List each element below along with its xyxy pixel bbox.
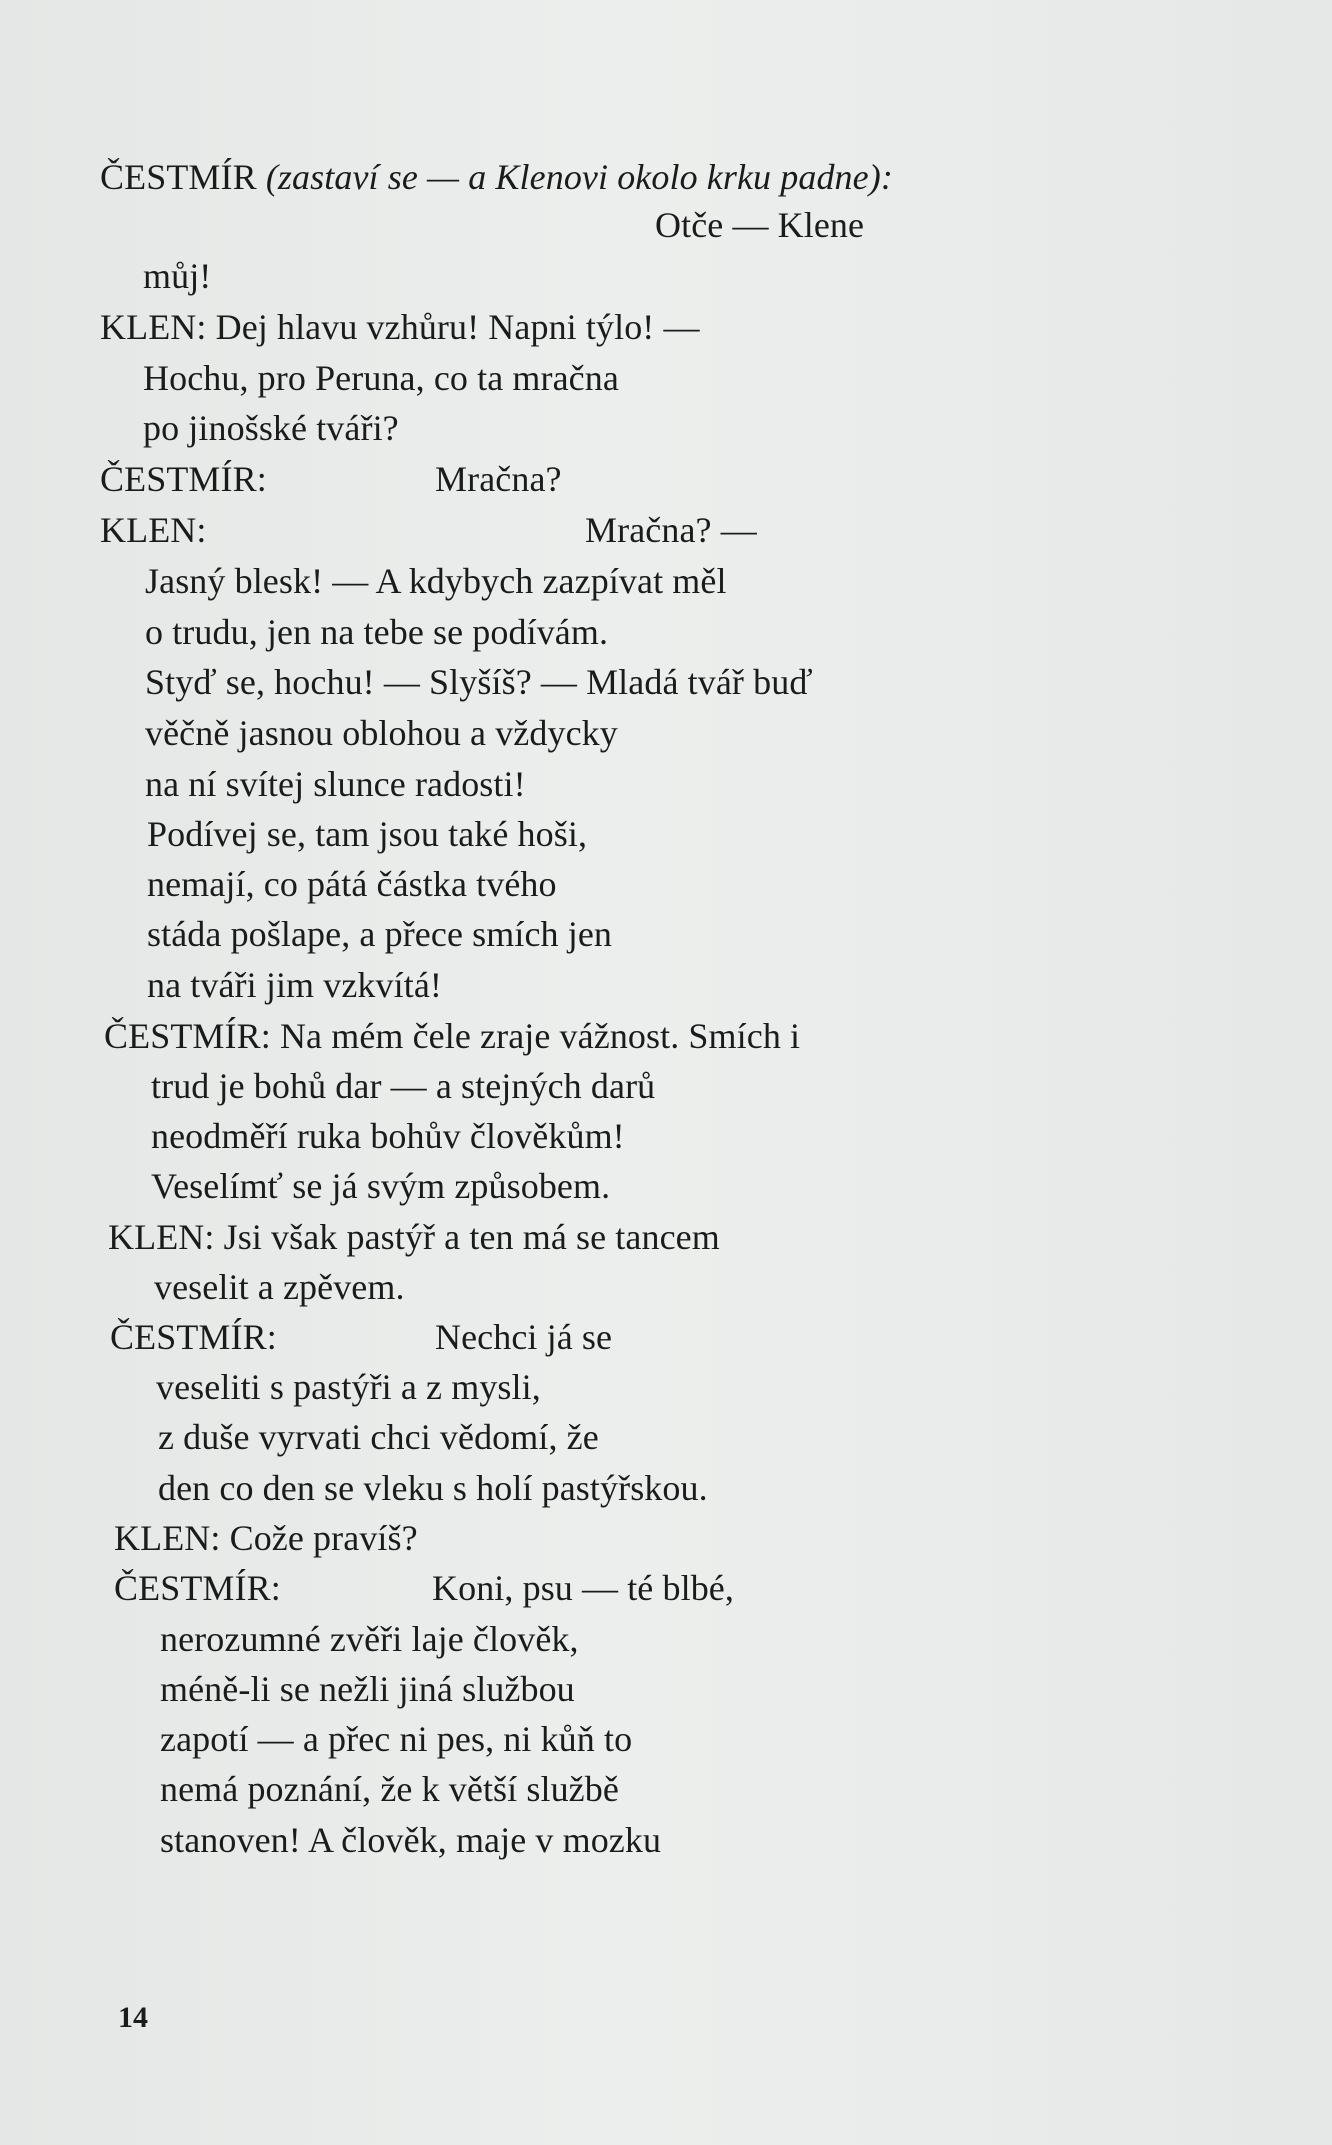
dialogue-line [100, 305, 700, 349]
speech-text: po jinošské tváři? [143, 408, 399, 448]
speech-text: Hochu, pro Peruna, co ta mračna [143, 358, 619, 398]
page-number: 14 [118, 2001, 148, 2034]
speaker-name: KLEN: [100, 510, 207, 550]
speaker-name: KLEN: [108, 1217, 215, 1257]
speech-text: stáda pošlape, a přece smích jen [147, 914, 613, 954]
dialogue-line [100, 155, 893, 199]
speech-text: Dej hlavu vzhůru! Napni týlo! — [215, 307, 700, 347]
dialogue-line [160, 1617, 579, 1661]
speaker-name: ČESTMÍR: [110, 1317, 277, 1357]
dialogue-line [147, 963, 442, 1007]
speech-text: nemá poznání, že k větší službě [160, 1769, 619, 1809]
dialogue-line [145, 610, 608, 654]
speech-text: trud je bohů dar — a stejných darů [151, 1066, 656, 1106]
speech-text: Podívej se, tam jsou také hoši, [147, 814, 588, 854]
dialogue-line [114, 1516, 418, 1560]
speech-text: na tváři jim vzkvítá! [147, 965, 443, 1005]
speaker-name: KLEN: [114, 1518, 221, 1558]
dialogue-line [100, 457, 267, 501]
dialogue-line [143, 356, 619, 400]
speaker-name: ČESTMÍR: [114, 1568, 281, 1608]
speech-text: Cože pravíš? [229, 1518, 418, 1558]
speech-text: nerozumné zvěři laje člověk, [160, 1619, 579, 1659]
speech-text: Styď se, hochu! — Slyšíš? — Mladá tvář buď [145, 662, 813, 702]
dialogue-line [156, 1365, 541, 1409]
dialogue-line [145, 762, 526, 806]
dialogue-line [100, 508, 206, 552]
speech-text: z duše vyrvati chci vědomí, že [158, 1417, 599, 1457]
dialogue-line [104, 1014, 800, 1058]
speech-text: méně-li se nežli jiná službou [160, 1669, 575, 1709]
speech-text: veselit a zpěvem. [154, 1267, 405, 1307]
speaker-name: KLEN: [100, 307, 207, 347]
dialogue-line [110, 1315, 277, 1359]
speech-text: na ní svítej slunce radosti! [145, 764, 526, 804]
speech-text: Jasný blesk! — A kdybych zazpívat měl [145, 561, 727, 601]
speaker-name: ČESTMÍR [100, 157, 257, 197]
dialogue-line [151, 1064, 655, 1108]
dialogue-line [432, 1566, 734, 1610]
dialogue-line [655, 203, 864, 247]
dialogue-line [160, 1717, 632, 1761]
dialogue-line [147, 912, 612, 956]
dialogue-line [435, 1315, 612, 1359]
speech-text: den co den se vleku s holí pastýřskou. [158, 1468, 708, 1508]
dialogue-line [143, 406, 399, 450]
speech-text: veseliti s pastýři a z mysli, [156, 1367, 541, 1407]
dialogue-line [108, 1215, 720, 1259]
dialogue-line [143, 254, 211, 298]
speech-text: o trudu, jen na tebe se podívám. [145, 612, 609, 652]
speech-text: Jsi však pastýř a ten má se tancem [223, 1217, 720, 1257]
dialogue-line [160, 1667, 575, 1711]
speech-text: Mračna? — [585, 510, 757, 550]
dialogue-line [154, 1265, 405, 1309]
speech-text: Nechci já se [435, 1317, 613, 1357]
speech-text: stanoven! A člověk, maje v mozku [160, 1820, 662, 1860]
dialogue-line [160, 1767, 619, 1811]
dialogue-line [145, 711, 618, 755]
speech-text: Mračna? [435, 459, 562, 499]
dialogue-line [147, 812, 587, 856]
speech-text: Na mém čele zraje vážnost. Smích i [279, 1016, 801, 1056]
speech-text: nemají, co pátá částka tvého [147, 864, 557, 904]
speech-text: Koni, psu — té blbé, [432, 1568, 734, 1608]
speaker-name: ČESTMÍR: [104, 1016, 271, 1056]
speech-text: věčně jasnou oblohou a vždycky [145, 713, 618, 753]
speech-text: můj! [143, 256, 212, 296]
speech-text: Veselímť se já svým způsobem. [151, 1166, 611, 1206]
dialogue-line [158, 1466, 708, 1510]
dialogue-line [158, 1415, 599, 1459]
speech-text: neodměří ruka bohův člověkům! [151, 1116, 625, 1156]
dialogue-line [435, 457, 562, 501]
stage-direction: (zastaví se — a Klenovi okolo krku padne): [265, 157, 893, 197]
dialogue-line [145, 660, 813, 704]
dialogue-line [585, 508, 757, 552]
speaker-name: ČESTMÍR: [100, 459, 267, 499]
dialogue-line [145, 559, 727, 603]
speech-text: zapotí — a přec ni pes, ni kůň to [160, 1719, 633, 1759]
dialogue-line [151, 1164, 610, 1208]
dialogue-line [151, 1114, 625, 1158]
speech-text: Otče — Klene [655, 205, 865, 245]
dialogue-line [160, 1818, 661, 1862]
dialogue-line [147, 862, 557, 906]
dialogue-line [114, 1566, 281, 1610]
